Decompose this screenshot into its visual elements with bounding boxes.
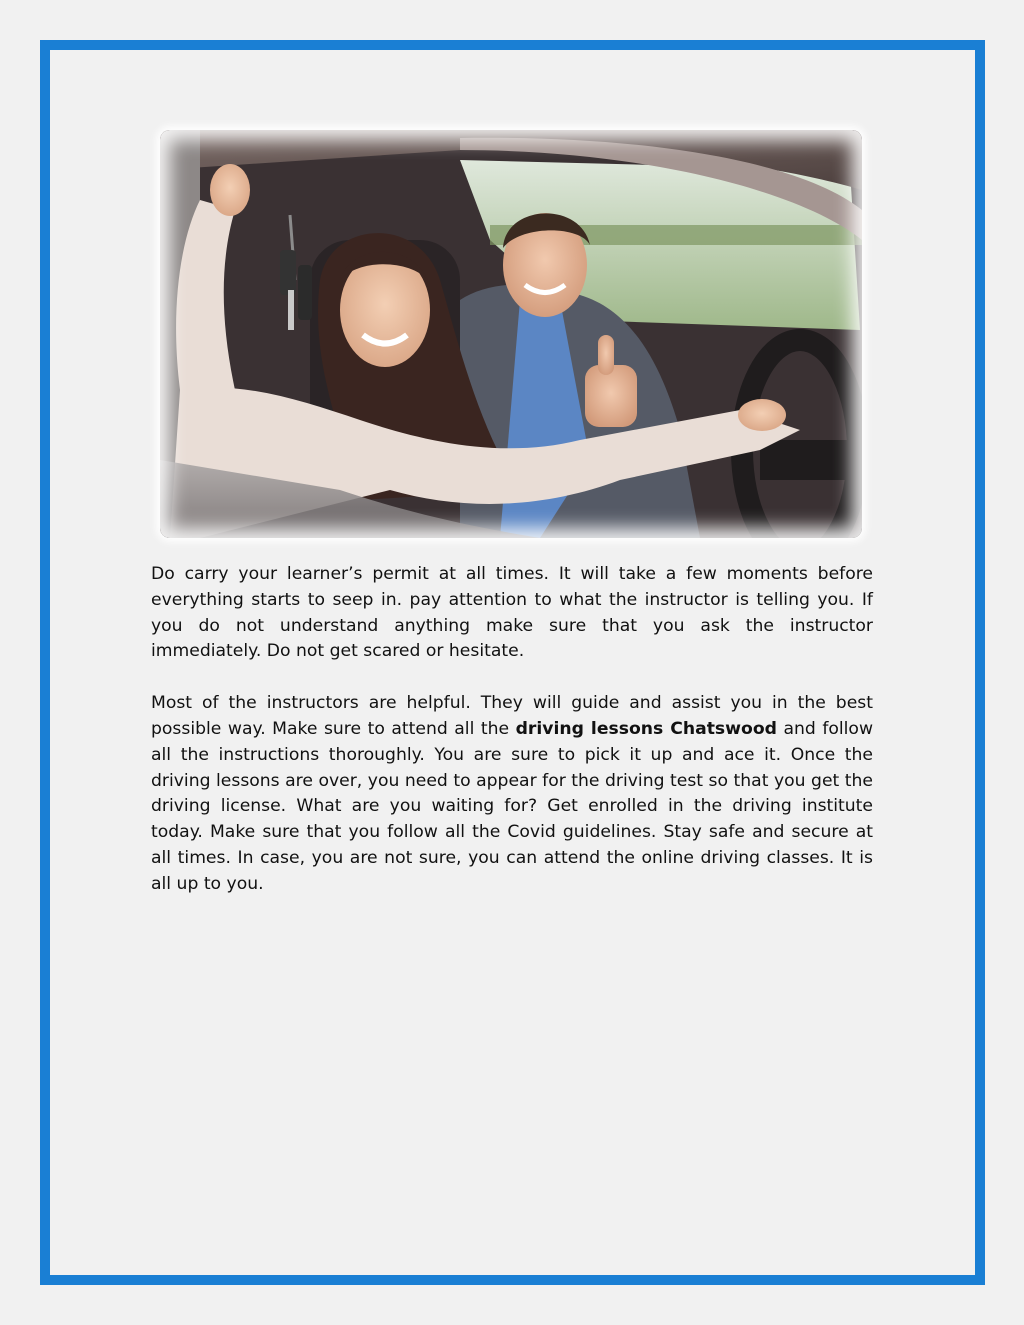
- paragraph-instructors-end: and follow all the instructions thoroughly. You are sure to pick it up and ace it. Once the driving lessons are over, you need to appear for the driving test so that you get the driving license. What are you waiting for? Get enrolled in the driving institute today. Make sure that you follow all the Covid guidelines. Stay safe and secure at all times. In case, you are not sure, you can attend the online driving classes. It is all up to you.: [151, 718, 874, 894]
- article-body: [151, 562, 873, 924]
- paragraph-instructors-start: Most of the instructors are helpful. They will guide and assist you in the best possible way. Make sure to attend all the: [151, 693, 873, 739]
- paragraph-permit: Do carry your learner’s permit at all times. It will take a few moments before everything starts to seep in. pay attention to what the instructor is telling you. If you do not understand anything make sure that you ask the instructor immediately. Do not get scared or hesitate.: [151, 564, 873, 662]
- driving-lessons-keyword: driving lessons Chatswood: [515, 718, 777, 739]
- paragraph-instructors: [151, 691, 873, 897]
- hero-photo-driving-lesson: [160, 130, 862, 538]
- car-interior-illustration: [160, 130, 862, 538]
